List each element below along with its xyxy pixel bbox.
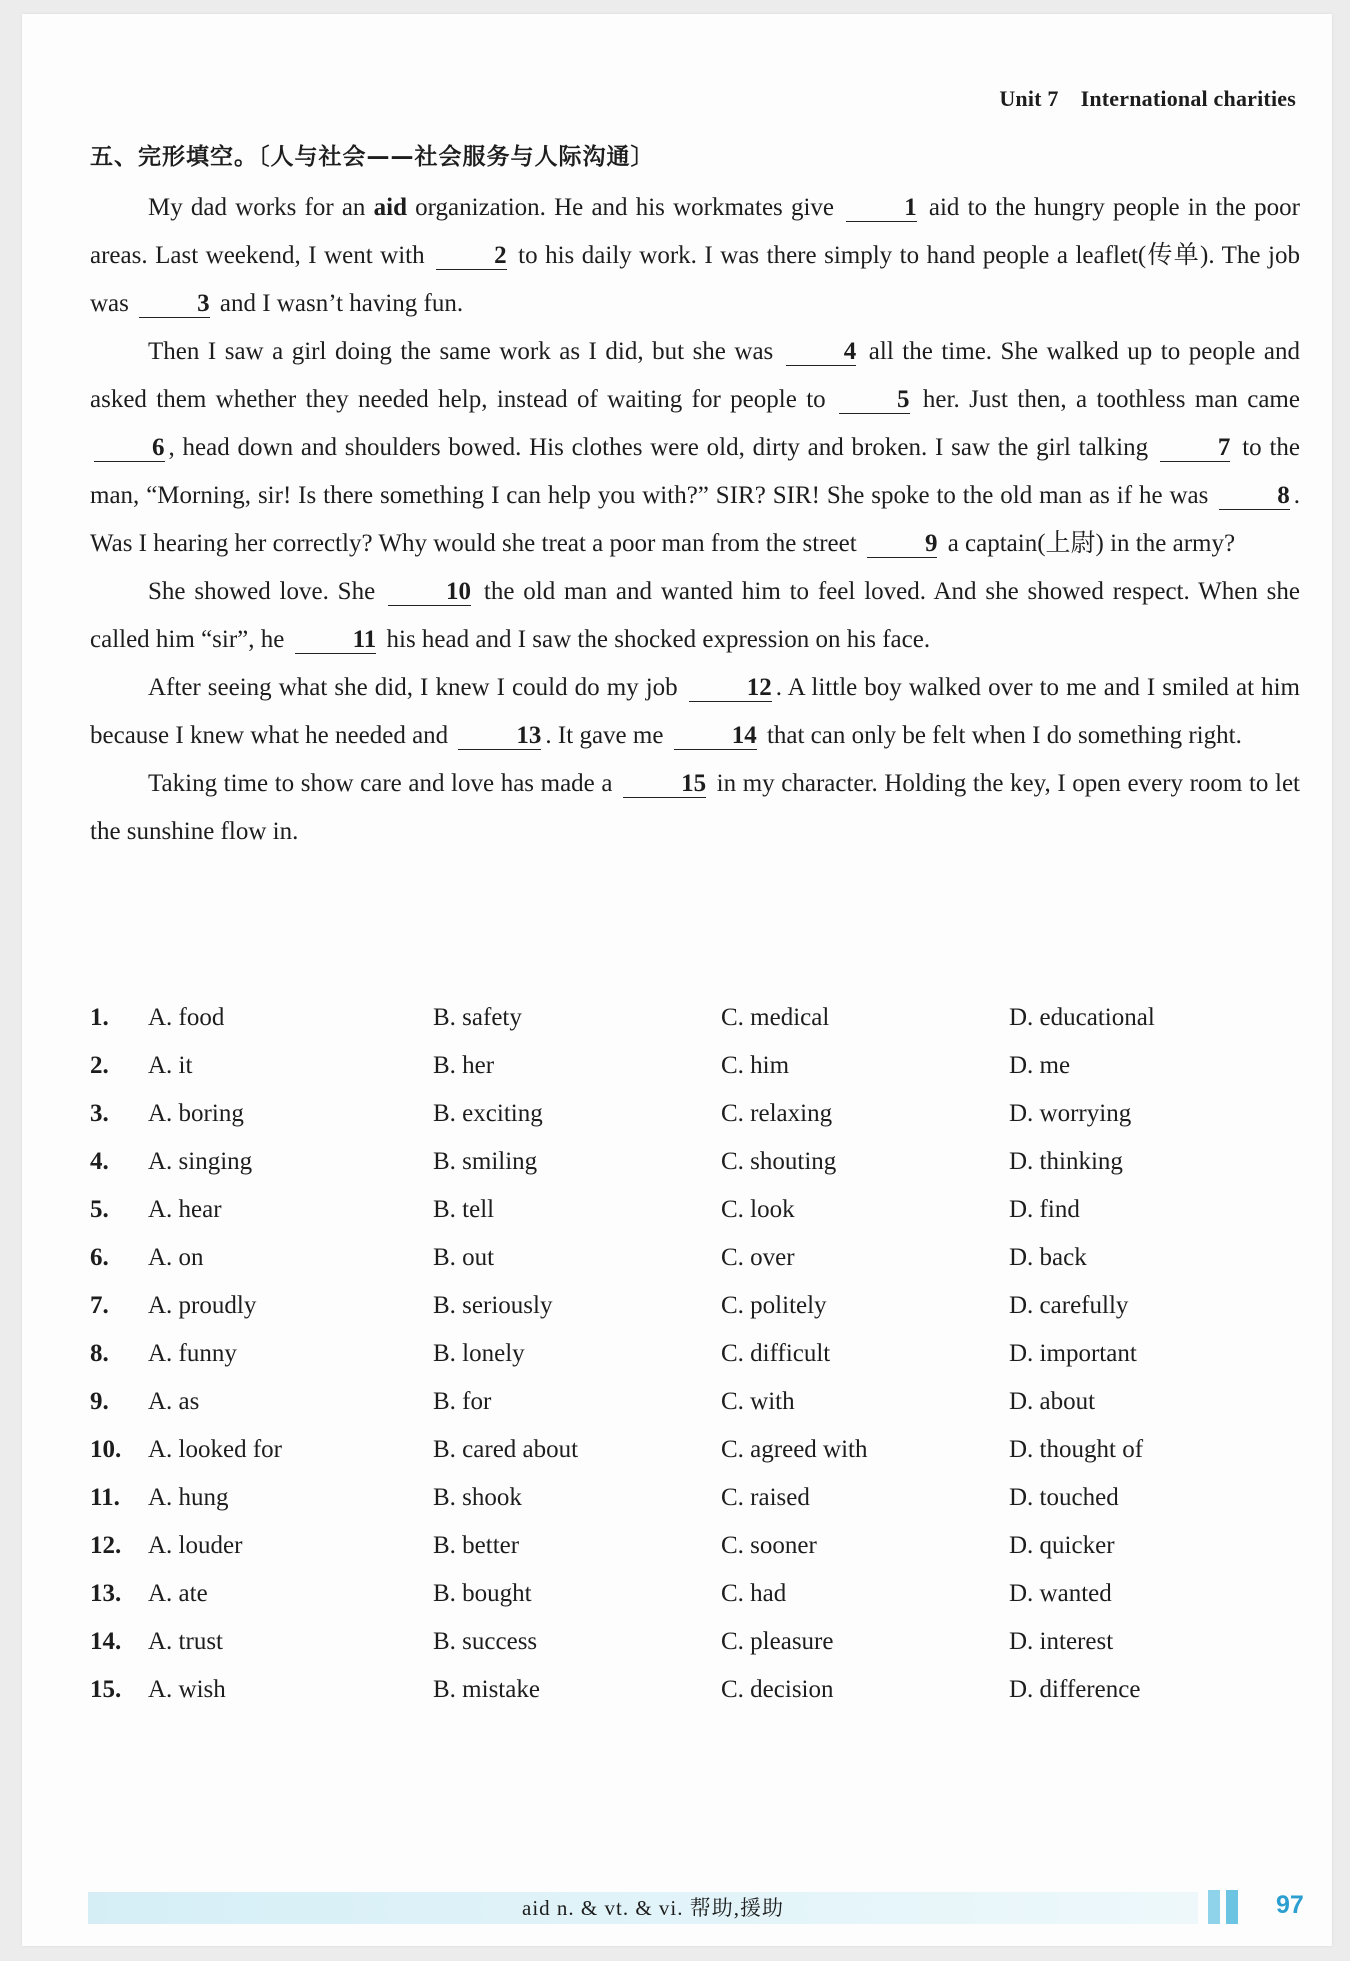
option-a[interactable]: A. trust	[148, 1628, 223, 1655]
question-number: 13.	[90, 1580, 122, 1607]
footer-bar	[1226, 1890, 1238, 1924]
option-c[interactable]: C. medical	[721, 1004, 830, 1031]
question-row	[90, 1388, 1320, 1436]
option-c[interactable]: C. agreed with	[721, 1436, 868, 1463]
question-number: 6.	[90, 1244, 109, 1271]
option-a[interactable]: A. hear	[148, 1196, 222, 1223]
question-row	[90, 1436, 1320, 1484]
option-c[interactable]: C. relaxing	[721, 1100, 833, 1127]
option-a[interactable]: A. food	[148, 1004, 225, 1031]
blank-9[interactable]: 9	[867, 531, 938, 558]
option-d[interactable]: D. back	[1009, 1244, 1087, 1271]
question-row	[90, 1244, 1320, 1292]
blank-5[interactable]: 5	[839, 387, 910, 414]
passage-text: all the time. She walked up to people and asked them whether they needed help, instead of waiting for people to	[90, 338, 1300, 413]
question-number: 7.	[90, 1292, 109, 1319]
question-number: 4.	[90, 1148, 109, 1175]
option-c[interactable]: C. raised	[721, 1484, 810, 1511]
footer-decoration	[1208, 1890, 1244, 1929]
option-d[interactable]: D. important	[1009, 1340, 1137, 1367]
passage-text: . It gave me	[545, 722, 670, 749]
option-d[interactable]: D. worrying	[1009, 1100, 1132, 1127]
option-d[interactable]: D. me	[1009, 1052, 1071, 1079]
option-b[interactable]: B. tell	[433, 1196, 495, 1223]
passage-paragraph-4	[90, 664, 1300, 760]
page-number: 97	[1276, 1891, 1304, 1919]
passage-text: Then I saw a girl doing the same work as I did, but she was	[148, 338, 782, 365]
blank-11[interactable]: 11	[295, 627, 377, 654]
passage-text: Taking time to show care and love has made a	[148, 770, 620, 797]
question-row	[90, 1292, 1320, 1340]
question-row	[90, 1004, 1320, 1052]
blank-8[interactable]: 8	[1219, 483, 1290, 510]
question-number: 12.	[90, 1532, 122, 1559]
option-c[interactable]: C. had	[721, 1580, 787, 1607]
blank-3[interactable]: 3	[139, 291, 210, 318]
question-number: 5.	[90, 1196, 109, 1223]
footer-vocabulary-note: aid n. & vt. & vi. 帮助,援助	[522, 1896, 784, 1920]
option-c[interactable]: C. over	[721, 1244, 795, 1271]
option-d[interactable]: D. quicker	[1009, 1532, 1115, 1559]
option-a[interactable]: A. wish	[148, 1676, 226, 1703]
unit-title: International charities	[1080, 86, 1296, 111]
option-b[interactable]: B. for	[433, 1388, 492, 1415]
option-c[interactable]: C. with	[721, 1388, 795, 1415]
question-row	[90, 1196, 1320, 1244]
option-a[interactable]: A. it	[148, 1052, 193, 1079]
option-b[interactable]: B. out	[433, 1244, 495, 1271]
option-b[interactable]: B. success	[433, 1628, 538, 1655]
cloze-passage	[90, 184, 1300, 856]
passage-text: After seeing what she did, I knew I could do my job	[148, 674, 685, 701]
option-c[interactable]: C. him	[721, 1052, 790, 1079]
question-number: 3.	[90, 1100, 109, 1127]
blank-4[interactable]: 4	[786, 339, 857, 366]
option-d[interactable]: D. about	[1009, 1388, 1096, 1415]
blank-7[interactable]: 7	[1160, 435, 1231, 462]
question-row	[90, 1580, 1320, 1628]
option-b[interactable]: B. mistake	[433, 1676, 540, 1703]
option-c[interactable]: C. difficult	[721, 1340, 831, 1367]
question-row	[90, 1628, 1320, 1676]
option-a[interactable]: A. boring	[148, 1100, 244, 1127]
passage-text: to his daily work. I was there simply to hand people a leaflet(传单). The job was	[90, 242, 1300, 317]
option-a[interactable]: A. on	[148, 1244, 204, 1271]
running-header	[999, 86, 1296, 112]
passage-paragraph-3	[90, 568, 1300, 664]
passage-text: that can only be felt when I do something right.	[760, 722, 1242, 749]
option-c[interactable]: C. shouting	[721, 1148, 837, 1175]
question-number: 15.	[90, 1676, 122, 1703]
option-d[interactable]: D. thinking	[1009, 1148, 1123, 1175]
option-b[interactable]: B. shook	[433, 1484, 522, 1511]
passage-text: . A little boy walked over to me and I smiled at him because I knew what he needed and	[90, 674, 1300, 749]
passage-paragraph-1	[90, 184, 1300, 328]
option-d[interactable]: D. educational	[1009, 1004, 1155, 1031]
passage-text: organization. He and his workmates give	[406, 194, 843, 221]
section-title: 五、完形填空。〔人与社会——社会服务与人际沟通〕	[90, 144, 655, 170]
question-row	[90, 1532, 1320, 1580]
option-b[interactable]: B. bought	[433, 1580, 532, 1607]
footer-bar	[1208, 1890, 1220, 1924]
option-a[interactable]: A. looked for	[148, 1436, 282, 1463]
option-c[interactable]: C. pleasure	[721, 1628, 834, 1655]
option-d[interactable]: D. touched	[1009, 1484, 1119, 1511]
passage-text: a captain(上尉) in the army?	[941, 530, 1236, 557]
option-d[interactable]: D. difference	[1009, 1676, 1141, 1703]
option-a[interactable]: A. as	[148, 1388, 200, 1415]
passage-paragraph-2	[90, 328, 1300, 568]
option-c[interactable]: C. decision	[721, 1676, 834, 1703]
passage-paragraph-5	[90, 760, 1300, 856]
question-row	[90, 1484, 1320, 1532]
option-a[interactable]: A. ate	[148, 1580, 208, 1607]
question-row	[90, 1676, 1320, 1724]
question-number: 1.	[90, 1004, 109, 1031]
option-a[interactable]: A. proudly	[148, 1292, 257, 1319]
option-c[interactable]: C. politely	[721, 1292, 827, 1319]
passage-text: his head and I saw the shocked expression on his face.	[380, 626, 931, 653]
blank-12[interactable]: 12	[689, 675, 772, 702]
passage-text: her. Just then, a toothless man came	[913, 386, 1300, 413]
question-number: 14.	[90, 1628, 122, 1655]
workbook-page	[22, 14, 1332, 1946]
option-b[interactable]: B. her	[433, 1052, 495, 1079]
passage-text: She showed love. She	[148, 578, 385, 605]
blank-10[interactable]: 10	[388, 579, 471, 606]
question-row	[90, 1052, 1320, 1100]
passage-text: and I wasn’t having fun.	[213, 290, 464, 317]
option-d[interactable]: D. find	[1009, 1196, 1080, 1223]
option-a[interactable]: A. louder	[148, 1532, 243, 1559]
question-row	[90, 1340, 1320, 1388]
option-b[interactable]: B. cared about	[433, 1436, 579, 1463]
passage-text: My dad works for an	[148, 194, 374, 221]
passage-text: in my character. Holding the key, I open every room to let the sunshine flow in.	[90, 770, 1300, 845]
question-number: 10.	[90, 1436, 122, 1463]
answer-options	[90, 1004, 1320, 1724]
option-c[interactable]: C. sooner	[721, 1532, 817, 1559]
keyword-aid: aid	[373, 194, 407, 221]
option-b[interactable]: B. safety	[433, 1004, 522, 1031]
option-b[interactable]: B. better	[433, 1532, 520, 1559]
option-d[interactable]: D. thought of	[1009, 1436, 1144, 1463]
unit-label: Unit 7	[999, 86, 1059, 111]
question-row	[90, 1148, 1320, 1196]
blank-13[interactable]: 13	[458, 723, 541, 750]
passage-text: , head down and shoulders bowed. His clothes were old, dirty and broken. I saw the girl talking	[168, 434, 1156, 461]
passage-text: the old man and wanted him to feel loved. And she showed respect. When she called him “sir”, he	[90, 578, 1300, 653]
blank-1[interactable]: 1	[846, 195, 917, 222]
option-c[interactable]: C. look	[721, 1196, 795, 1223]
option-a[interactable]: A. singing	[148, 1148, 253, 1175]
question-number: 11.	[90, 1484, 120, 1511]
option-b[interactable]: B. seriously	[433, 1292, 553, 1319]
blank-2[interactable]: 2	[436, 243, 507, 270]
blank-6[interactable]: 6	[94, 435, 165, 462]
option-d[interactable]: D. interest	[1009, 1628, 1114, 1655]
option-b[interactable]: B. exciting	[433, 1100, 543, 1127]
option-a[interactable]: A. funny	[148, 1340, 237, 1367]
question-row	[90, 1100, 1320, 1148]
passage-text: aid to the hungry people in the poor areas. Last weekend, I went with	[90, 194, 1301, 269]
question-number: 2.	[90, 1052, 109, 1079]
option-a[interactable]: A. hung	[148, 1484, 229, 1511]
option-b[interactable]: B. lonely	[433, 1340, 525, 1367]
blank-14[interactable]: 14	[674, 723, 757, 750]
option-d[interactable]: D. carefully	[1009, 1292, 1129, 1319]
question-number: 9.	[90, 1388, 109, 1415]
passage-text: . Was I hearing her correctly? Why would she treat a poor man from the street	[90, 482, 1300, 557]
blank-15[interactable]: 15	[623, 771, 706, 798]
option-d[interactable]: D. wanted	[1009, 1580, 1112, 1607]
question-number: 8.	[90, 1340, 109, 1367]
passage-text: to the man, “Morning, sir! Is there something I can help you with?” SIR? SIR! She spoke to the old man as if he was	[90, 434, 1300, 509]
option-b[interactable]: B. smiling	[433, 1148, 538, 1175]
